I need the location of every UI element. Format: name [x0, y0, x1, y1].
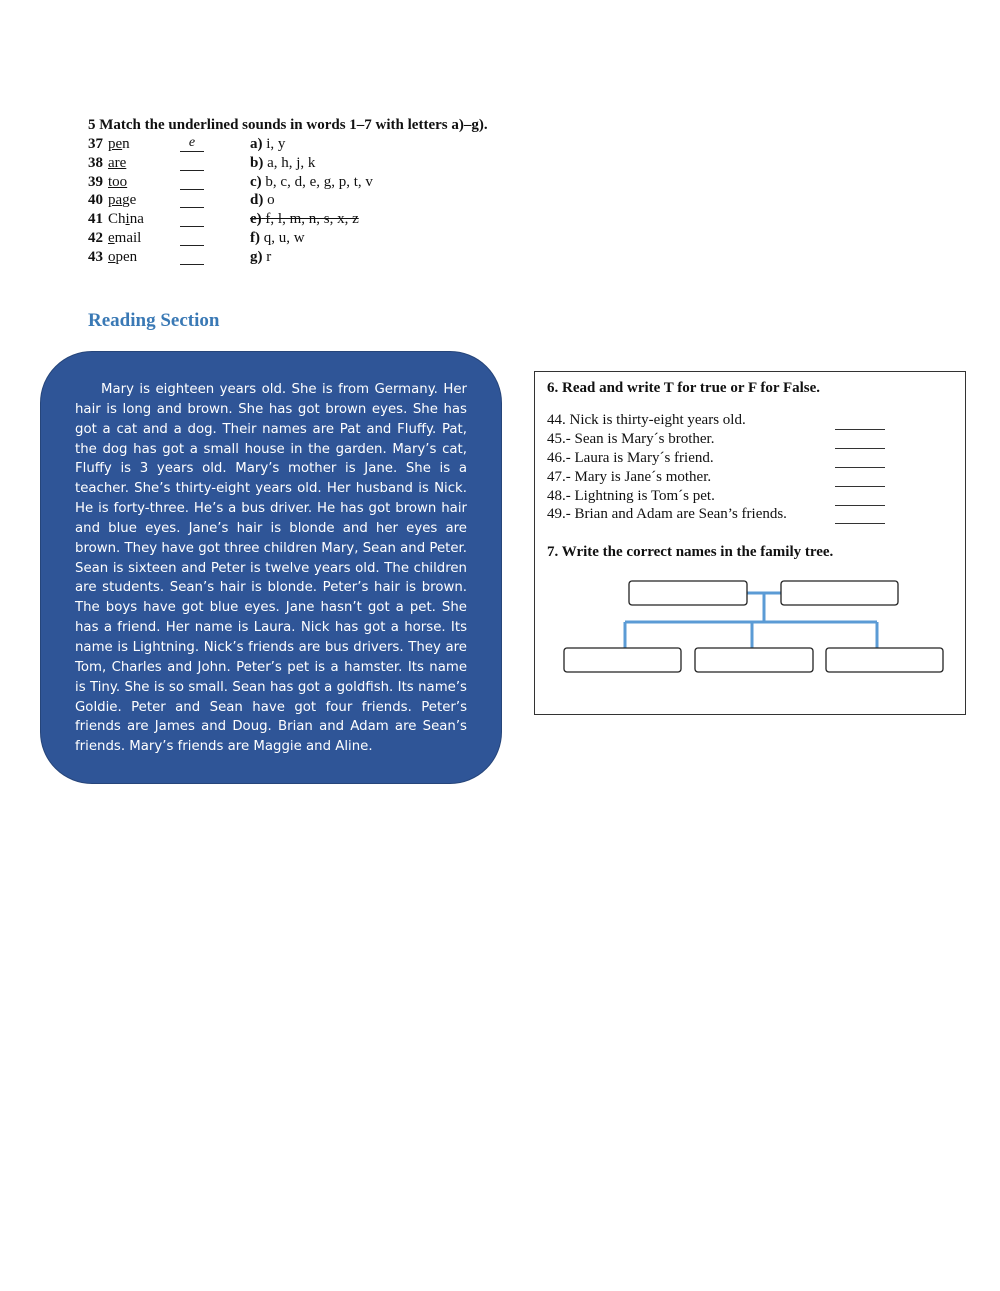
item-number: 42 [88, 229, 103, 246]
statement-text: 45.- Sean is Mary´s brother. [547, 430, 715, 447]
word-suffix: mail [114, 229, 142, 246]
reading-section-heading: Reading Section [88, 310, 220, 331]
word-suffix: pen [115, 248, 138, 265]
reading-passage: Mary is eighteen years old. She is from Germany. Her hair is long and brown. She has got brown eyes. She has got a cat and a dog. Their names are Pat and Fluffy. Pat, the dog has got a small house in the garden. Mary’s cat, Fluffy is 3 years old. Mary’s mother is Jane. She is a teacher. She’s thirty-eight years old. Her husband is Nick. He is forty-three. He’s a bus driver. He has got brown hair and blue eyes. Jane’s hair is blonde and her eyes are brown. They have got three children Mary, Sean and Peter. Sean is sixteen and Peter is twelve years old. The children are students. Sean’s hair is blonde. Peter’s hair is brown. The boys have got blue eyes. Jane hasn’t got a pet. She has a friend. Her name is Laura. Nick has got a horse. Its name is Lightning. Nick’s friends are bus drivers. They are Tom, Charles and John. Peter’s pet is a hamster. Its name is Tiny. She is so small. Sean has got a goldfish. Its name’s Goldie. Peter and Sean have got four friends. Peter’s friends are James and Doug. Brian and Adam are Sean’s friends. Mary’s friends are Maggie and Aline. [40, 351, 502, 784]
statement-text: 49.- Brian and Adam are Sean’s friends. [547, 506, 787, 523]
item-word [108, 173, 127, 192]
word-prefix: Ch [108, 211, 126, 228]
option [250, 248, 271, 267]
word-underlined-sound: i [125, 211, 130, 228]
tree-box-parent-2[interactable] [781, 581, 898, 605]
item-number: 37 [88, 136, 103, 152]
item-word [108, 154, 126, 173]
match-row [88, 135, 488, 154]
word-underlined-sound: are [108, 154, 127, 171]
word-underlined-sound: pe [108, 136, 123, 152]
item-word [108, 191, 136, 210]
option-letter: b) [250, 154, 264, 171]
item-number: 43 [88, 248, 103, 265]
statement-text: 44. Nick is thirty-eight years old. [547, 412, 746, 428]
option-letter: c) [250, 173, 262, 190]
exercise-box [534, 371, 966, 715]
tree-box-child-2[interactable] [695, 648, 813, 672]
word-underlined-sound: too [108, 173, 128, 190]
exercise-5-list [88, 135, 488, 267]
option-text: a, h, j, k [267, 154, 316, 171]
statement-text: 48.- Lightning is Tom´s pet. [547, 487, 715, 504]
statement-text: 46.- Laura is Mary´s friend. [547, 449, 714, 466]
option-text: r [266, 248, 272, 265]
match-row [88, 248, 488, 267]
option [250, 210, 359, 229]
item-word [108, 229, 141, 248]
option [250, 154, 315, 173]
statement-text: 47.- Mary is Jane´s mother. [547, 468, 712, 485]
word-underlined-sound: e [108, 229, 115, 246]
match-row [88, 154, 488, 173]
word-underlined-sound: o [108, 248, 116, 265]
option-letter: d) [250, 192, 264, 209]
item-number: 39 [88, 173, 103, 190]
option-text: i, y [266, 136, 286, 152]
option-text: f, l, m, n, s, x, z [265, 211, 359, 228]
answer-blank[interactable] [180, 154, 204, 171]
match-row [88, 210, 488, 229]
option-text: b, c, d, e, g, p, t, v [265, 173, 373, 190]
answer-blank[interactable] [180, 210, 204, 227]
answer-blank[interactable]: e [180, 135, 204, 152]
word-underlined-sound: pa [108, 192, 123, 209]
exercise-5-title: 5 Match the underlined sounds in words 1–7 with letters a)–g). [88, 117, 488, 133]
option-letter: f) [250, 229, 260, 246]
tree-box-parent-1[interactable] [629, 581, 747, 605]
option-letter: a) [250, 136, 263, 152]
option [250, 229, 305, 248]
word-suffix: n [122, 136, 130, 152]
item-number: 40 [88, 192, 103, 209]
word-suffix: na [129, 211, 144, 228]
match-row [88, 173, 488, 192]
match-row [88, 191, 488, 210]
item-word [108, 135, 130, 154]
answer-blank[interactable] [180, 191, 204, 208]
exercise-5 [88, 117, 488, 267]
option-letter: g) [250, 248, 263, 265]
option-text: o [267, 192, 275, 209]
tree-box-child-3[interactable] [826, 648, 943, 672]
item-number: 41 [88, 211, 103, 228]
option-text: q, u, w [263, 229, 305, 246]
exercise-6-title: 6. Read and write T for true or F for False. [547, 380, 821, 396]
tree-box-child-1[interactable] [564, 648, 681, 672]
option [250, 135, 285, 154]
answer-blank[interactable] [180, 248, 204, 265]
option [250, 173, 373, 192]
item-word [108, 210, 144, 229]
match-row [88, 229, 488, 248]
answer-blank[interactable] [180, 173, 204, 190]
word-suffix: ge [122, 192, 137, 209]
exercise-7-title: 7. Write the correct names in the family tree. [547, 544, 834, 560]
item-number: 38 [88, 154, 103, 171]
item-word [108, 248, 137, 267]
option [250, 191, 275, 210]
answer-blank[interactable] [180, 229, 204, 246]
option-letter: e) [250, 211, 262, 228]
family-tree [535, 372, 965, 714]
